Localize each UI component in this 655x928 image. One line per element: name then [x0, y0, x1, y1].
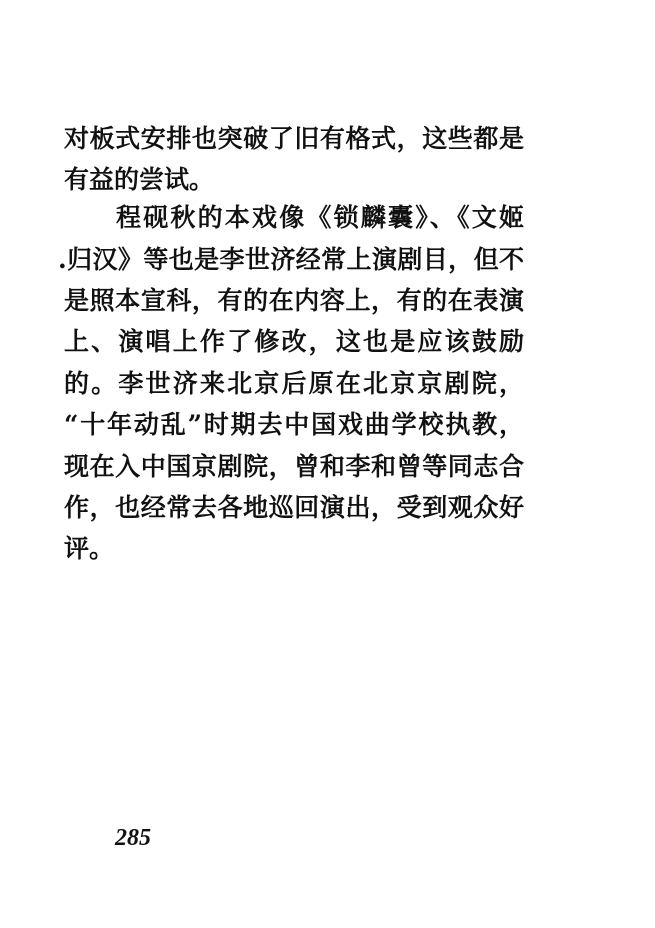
text-line-4: .归汉》等也是李世济经常上演剧目，但不 [58, 245, 524, 274]
text-line-3-paragraph-start: 程砚秋的本戏像《锁麟囊》、《文姬 [116, 203, 524, 232]
text-line-5: 是照本宣科，有的在内容上，有的在表演 [64, 286, 524, 315]
page-number: 285 [115, 825, 151, 851]
text-line-10: 作，也经常去各地巡回演出，受到观众好 [64, 493, 524, 522]
text-line-6: 上、演唱上作了修改，这也是应该鼓励 [64, 327, 524, 356]
text-line-7: 的。李世济来北京后原在北京京剧院， [64, 369, 524, 398]
text-line-1: 对板式安排也突破了旧有格式，这些都是 [64, 124, 524, 153]
text-line-8: “十年动乱”时期去中国戏曲学校执教， [64, 410, 524, 439]
text-line-11: 评。 [64, 534, 115, 563]
text-line-2: 有益的尝试。 [64, 165, 215, 194]
text-line-9: 现在入中国京剧院，曾和李和曾等同志合 [64, 452, 524, 481]
